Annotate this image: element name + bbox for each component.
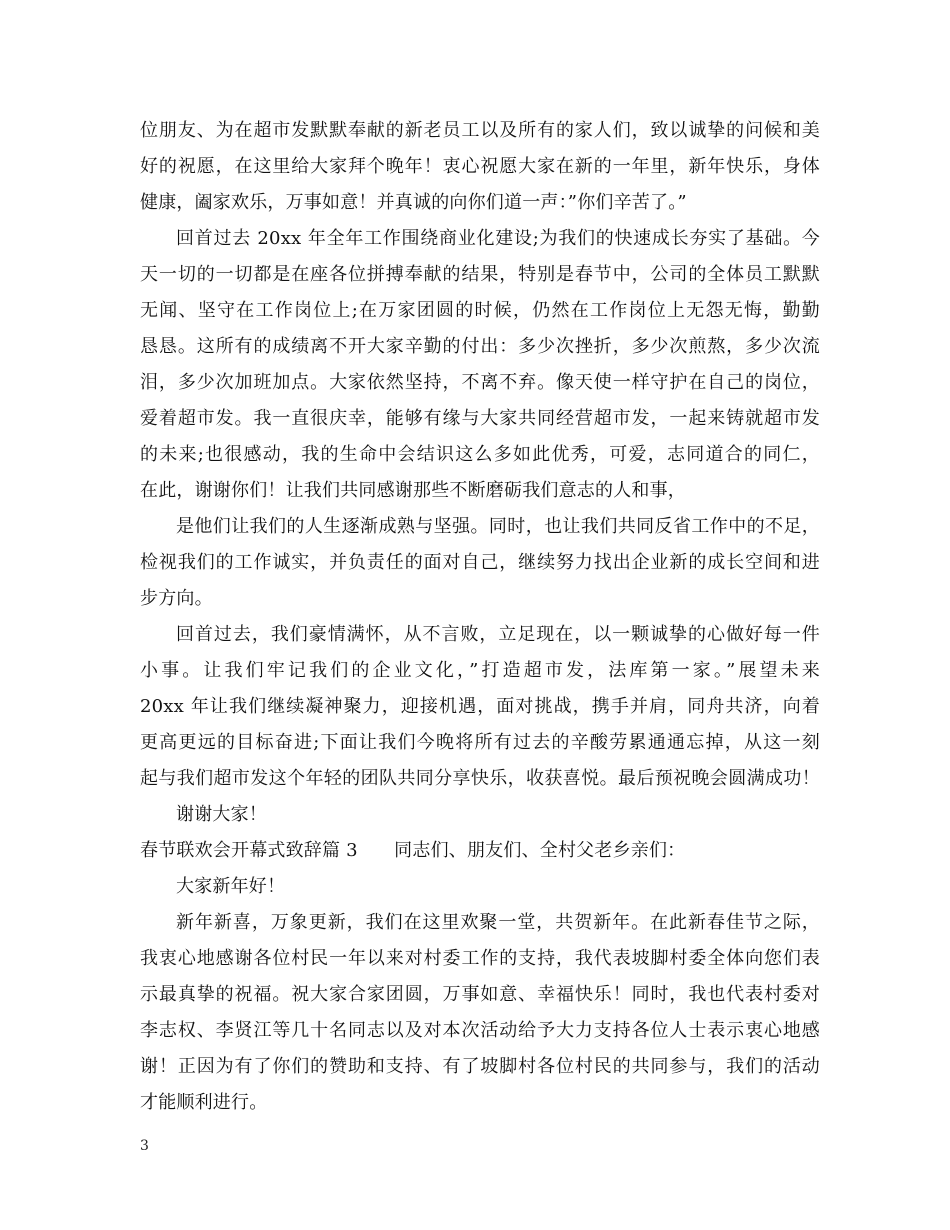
text-line: 李志权、李贤江等几十名同志以及对本次活动给予大力支持各位人士表示衷心地感 (140, 1020, 820, 1041)
text-line: 更高更远的目标奋进;下面让我们今晚将所有过去的辛酸劳累通通忘掉，从这一刻 (140, 732, 820, 753)
document-body (140, 113, 820, 1121)
text-line: 起与我们超市发这个年轻的团队共同分享快乐，收获喜悦。最后预祝晚会圆满成功！ (140, 768, 820, 789)
text-line: 我衷心地感谢各位村民一年以来对村委工作的支持，我代表坡脚村委全体向您们表 (140, 948, 820, 969)
text-line: 春节联欢会开幕式致辞篇 3 同志们、朋友们、全村父老乡亲们： (140, 840, 686, 861)
text-line: 回首过去，我们豪情满怀，从不言败，立足现在，以一颗诚挚的心做好每一件 (176, 624, 820, 645)
text-line: 恳恳。这所有的成绩离不开大家辛勤的付出：多少次挫折，多少次煎熬，多少次流 (140, 336, 820, 357)
text-line: 小事。让我们牢记我们的企业文化，”打造超市发，法库第一家。”展望未来 (140, 660, 820, 681)
text-line: 天一切的一切都是在座各位拼搏奉献的结果，特别是春节中，公司的全体员工默默 (140, 264, 820, 285)
text-line: 爱着超市发。我一直很庆幸，能够有缘与大家共同经营超市发，一起来铸就超市发 (140, 408, 820, 429)
text-line: 回首过去 20xx 年全年工作围绕商业化建设;为我们的快速成长夯实了基础。今 (176, 228, 820, 249)
text-line: 在此，谢谢你们！让我们共同感谢那些不断磨砺我们意志的人和事， (140, 480, 686, 501)
text-line: 示最真挚的祝福。祝大家合家团圆，万事如意、幸福快乐！同时，我也代表村委对 (140, 984, 820, 1005)
text-line: 大家新年好！ (176, 876, 286, 897)
text-line: 才能顺利进行。 (140, 1092, 268, 1113)
text-line: 新年新喜，万象更新，我们在这里欢聚一堂，共贺新年。在此新春佳节之际， (176, 912, 820, 933)
text-line: 步方向。 (140, 588, 213, 609)
text-line: 健康，阖家欢乐，万事如意！并真诚的向你们道一声：”你们辛苦了。” (140, 192, 687, 213)
page-number: 3 (140, 1138, 149, 1154)
text-line: 的未来;也很感动，我的生命中会结识这么多如此优秀，可爱，志同道合的同仁， (140, 444, 820, 465)
text-line: 20xx 年让我们继续凝神聚力，迎接机遇，面对挑战，携手并肩，同舟共济，向着 (140, 696, 820, 717)
text-line: 检视我们的工作诚实，并负责任的面对自己，继续努力找出企业新的成长空间和进 (140, 552, 820, 573)
text-line: 是他们让我们的人生逐渐成熟与坚强。同时，也让我们共同反省工作中的不足， (176, 516, 820, 537)
text-line: 谢谢大家！ (176, 804, 267, 825)
text-line: 好的祝愿，在这里给大家拜个晚年！衷心祝愿大家在新的一年里，新年快乐，身体 (140, 156, 820, 177)
text-line: 泪，多少次加班加点。大家依然坚持，不离不弃。像天使一样守护在自己的岗位， (140, 372, 820, 393)
text-line: 位朋友、为在超市发默默奉献的新老员工以及所有的家人们，致以诚挚的问候和美 (140, 120, 820, 141)
text-line: 谢！正因为有了你们的赞助和支持、有了坡脚村各位村民的共同参与，我们的活动 (140, 1056, 820, 1077)
text-line: 无闻、坚守在工作岗位上;在万家团圆的时候，仍然在工作岗位上无怨无悔，勤勤 (140, 300, 820, 321)
